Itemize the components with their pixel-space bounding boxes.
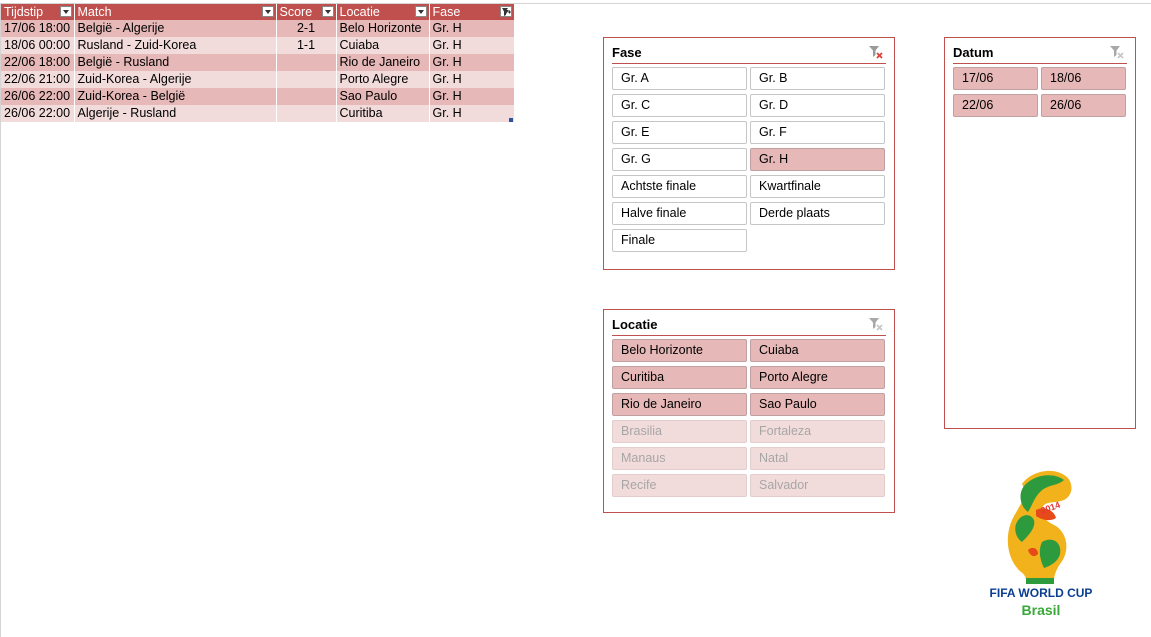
cell-match[interactable]: Zuid-Korea - België [74,88,276,105]
logo-year: 2014 [1039,499,1062,516]
slicer-item[interactable]: Gr. F [750,121,885,144]
cell-locatie[interactable]: Rio de Janeiro [336,54,429,71]
cell-score[interactable] [276,54,336,71]
slicer-item[interactable]: Cuiaba [750,339,885,362]
clear-filter-icon[interactable] [868,44,884,60]
cell-score[interactable] [276,105,336,122]
fifa-world-cup-logo [976,464,1106,622]
slicer-item[interactable]: 17/06 [953,67,1038,90]
cell-tijdstip[interactable]: 18/06 00:00 [1,37,74,54]
header-score: Score [276,4,336,20]
cell-score[interactable]: 2-1 [276,20,336,37]
cell-locatie[interactable]: Curitiba [336,105,429,122]
slicer-item[interactable]: Kwartfinale [750,175,885,198]
cell-score[interactable] [276,71,336,88]
filter-dropdown-icon[interactable] [262,6,274,17]
slicer-datum [944,37,1136,429]
cell-fase[interactable]: Gr. H [429,71,514,88]
slicer-item[interactable]: Halve finale [612,202,747,225]
slicer-item[interactable]: Achtste finale [612,175,747,198]
table-row [1,88,514,105]
slicer-item[interactable]: 18/06 [1041,67,1126,90]
cell-locatie[interactable]: Belo Horizonte [336,20,429,37]
table-row [1,105,514,122]
logo-title: FIFA WORLD CUP [989,586,1093,600]
slicer-title: Locatie [612,317,658,332]
slicer-item[interactable]: Brasilia [612,420,747,443]
cell-fase[interactable]: Gr. H [429,105,514,122]
cell-match[interactable]: Zuid-Korea - Algerije [74,71,276,88]
cell-fase[interactable]: Gr. H [429,20,514,37]
slicer-item[interactable]: Gr. B [750,67,885,90]
filter-dropdown-icon[interactable] [415,6,427,17]
clear-filter-icon[interactable] [868,316,884,332]
slicer-title: Fase [612,45,642,60]
slicer-item[interactable]: Recife [612,474,747,497]
slicer-item[interactable]: Gr. G [612,148,747,171]
slicer-item[interactable]: Derde plaats [750,202,885,225]
slicer-locatie [603,309,895,513]
slicer-item[interactable]: Gr. D [750,94,885,117]
cell-match[interactable]: België - Rusland [74,54,276,71]
table-row [1,71,514,88]
slicer-item[interactable]: 22/06 [953,94,1038,117]
slicer-item[interactable]: Sao Paulo [750,393,885,416]
slicer-item[interactable]: Finale [612,229,747,252]
cell-tijdstip[interactable]: 22/06 21:00 [1,71,74,88]
filter-dropdown-icon[interactable] [60,6,72,17]
matches-table [1,4,515,122]
slicer-header [612,42,886,64]
header-locatie: Locatie [336,4,429,20]
cell-tijdstip[interactable]: 17/06 18:00 [1,20,74,37]
slicer-header [612,314,886,336]
clear-filter-icon[interactable] [1109,44,1125,60]
slicer-item[interactable]: Gr. A [612,67,747,90]
cell-score[interactable]: 1-1 [276,37,336,54]
cell-match[interactable]: België - Algerije [74,20,276,37]
cell-tijdstip[interactable]: 26/06 22:00 [1,105,74,122]
filter-active-icon[interactable] [500,6,512,17]
world-cup-trophy-icon [976,464,1106,622]
slicer-item[interactable]: Porto Alegre [750,366,885,389]
table-row [1,37,514,54]
slicer-fase [603,37,895,270]
slicer-title: Datum [953,45,994,60]
cell-fase[interactable]: Gr. H [429,88,514,105]
cell-fase[interactable]: Gr. H [429,37,514,54]
slicer-item[interactable]: Natal [750,447,885,470]
table-header-row [1,4,514,20]
slicer-item[interactable]: Gr. E [612,121,747,144]
cell-score[interactable] [276,88,336,105]
cell-fase[interactable]: Gr. H [429,54,514,71]
table-row [1,54,514,71]
cell-tijdstip[interactable]: 22/06 18:00 [1,54,74,71]
cell-match[interactable]: Algerije - Rusland [74,105,276,122]
cell-locatie[interactable]: Cuiaba [336,37,429,54]
slicer-item[interactable]: 26/06 [1041,94,1126,117]
table-row [1,20,514,37]
cell-locatie[interactable]: Sao Paulo [336,88,429,105]
filter-dropdown-icon[interactable] [322,6,334,17]
header-match: Match [74,4,276,20]
slicer-header [953,42,1127,64]
cell-match[interactable]: Rusland - Zuid-Korea [74,37,276,54]
slicer-item[interactable]: Gr. H [750,148,885,171]
slicer-item[interactable]: Curitiba [612,366,747,389]
header-fase: Fase [429,4,514,20]
logo-subtitle: Brasil [1021,602,1061,618]
table-resize-handle[interactable] [509,118,513,122]
slicer-item[interactable]: Fortaleza [750,420,885,443]
slicer-item[interactable]: Rio de Janeiro [612,393,747,416]
cell-tijdstip[interactable]: 26/06 22:00 [1,88,74,105]
slicer-item[interactable]: Gr. C [612,94,747,117]
slicer-item[interactable]: Salvador [750,474,885,497]
slicer-item[interactable]: Manaus [612,447,747,470]
slicer-item[interactable]: Belo Horizonte [612,339,747,362]
cell-locatie[interactable]: Porto Alegre [336,71,429,88]
header-tijdstip: Tijdstip [1,4,74,20]
